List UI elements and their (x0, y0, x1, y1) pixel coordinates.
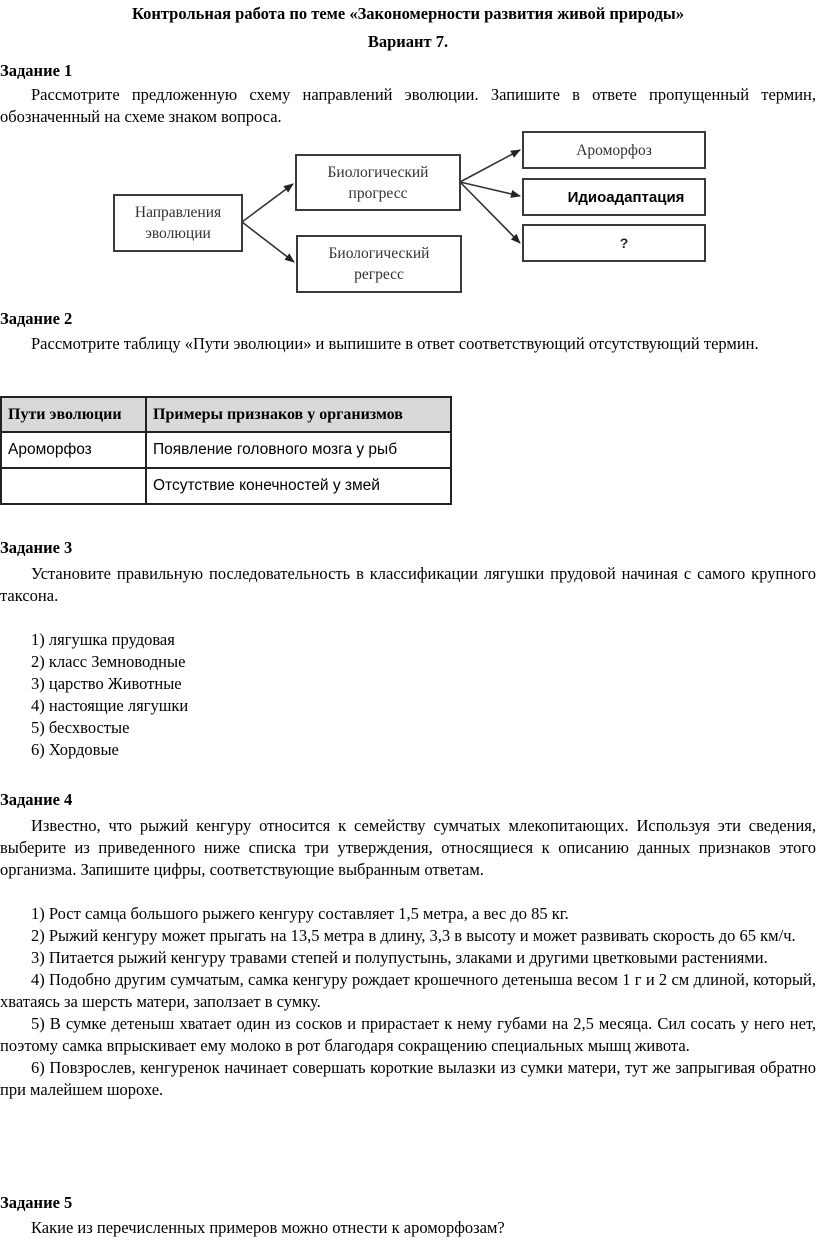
evolution-directions-diagram (0, 0, 816, 300)
diagram-box-regress: Биологический регресс (296, 235, 462, 293)
diagram-box-aromorphosis: Ароморфоз (522, 131, 706, 169)
evolution-paths-table (0, 396, 452, 505)
table-cell: Отсутствие конечностей у змей (146, 468, 451, 504)
task2-heading: Задание 2 (0, 309, 73, 328)
list-item: 2) класс Земноводные (31, 652, 186, 671)
task1-text: Рассмотрите предложенную схему направлений эволюции. Запишите в ответе пропущенный термин, обозначенный на схеме знаком вопроса. (0, 85, 816, 126)
document-title: Контрольная работа по теме «Закономерности развития живой природы» (131, 4, 685, 23)
task1-heading: Задание 1 (0, 61, 73, 80)
variant-label: Вариант 7. (367, 32, 449, 51)
table-cell: Появление головного мозга у рыб (146, 432, 451, 468)
list-item: 6) Повзрослев, кенгуренок начинает совершать короткие вылазки из сумки матери, тут же запрыгивая обратно при малейшем шорохе. (0, 1058, 816, 1099)
list-item: 6) Хордовые (31, 740, 119, 759)
task3-text: Установите правильную последовательность в классификации лягушки прудовой начиная с самого крупного таксона. (0, 564, 816, 605)
table-row (1, 432, 451, 468)
list-item: 4) Подобно другим сумчатым, самка кенгуру рождает крошечного детеныша весом 1 г и 2 см длиной, который, хватаясь за шерсть матери, заползает в сумку. (0, 970, 816, 1011)
task3-options-list (31, 629, 188, 761)
list-item: 3) царство Животные (31, 674, 182, 693)
task5-heading: Задание 5 (0, 1193, 73, 1212)
task2-text: Рассмотрите таблицу «Пути эволюции» и выпишите в ответ соответствующий отсутствующий термин. (31, 334, 759, 353)
list-item: 5) бесхвостые (31, 718, 130, 737)
task4-statements-list (0, 903, 816, 1101)
task5-text: Какие из перечисленных примеров можно отнести к ароморфозам? (31, 1218, 505, 1237)
table-row (1, 468, 451, 504)
diagram-box-idioadaptation: Идиоадаптация (522, 178, 706, 216)
table-cell: Ароморфоз (1, 432, 146, 468)
list-item: 1) лягушка прудовая (31, 630, 175, 649)
list-item: 3) Питается рыжий кенгуру травами степей и полупустынь, злаками и другими цветковыми растениями. (31, 948, 768, 967)
table-header-cell: Примеры признаков у организмов (146, 397, 451, 432)
list-item: 5) В сумке детеныш хватает один из сосков и прирастает к нему губами на 2,5 месяца. Сил сосать у него нет, поэтому самка впрыскивает ему молоко в рот благодаря сокращению специальных мышц живота. (0, 1014, 816, 1055)
list-item: 2) Рыжий кенгуру может прыгать на 13,5 метра в длину, 3,3 в высоту и может развивать скорость до 65 км/ч. (31, 926, 796, 945)
table-header-row (1, 397, 451, 432)
table-cell-empty (1, 468, 146, 504)
task4-text: Известно, что рыжий кенгуру относится к семейству сумчатых млекопитающих. Используя эти сведения, выберите из приведенного ниже списка три утверждения, относящиеся к описанию данных признаков этого организма. Запишите цифры, соответствующие выбранным ответам. (0, 816, 816, 879)
list-item: 1) Рост самца большого рыжего кенгуру составляет 1,5 метра, а вес до 85 кг. (31, 904, 569, 923)
diagram-box-progress: Биологический прогресс (295, 154, 461, 211)
table-header-cell: Пути эволюции (1, 397, 146, 432)
task3-heading: Задание 3 (0, 538, 73, 557)
list-item: 4) настоящие лягушки (31, 696, 189, 715)
task4-heading: Задание 4 (0, 790, 73, 809)
diagram-box-unknown: ? (522, 224, 706, 262)
diagram-box-root: Направления эволюции (113, 194, 243, 252)
